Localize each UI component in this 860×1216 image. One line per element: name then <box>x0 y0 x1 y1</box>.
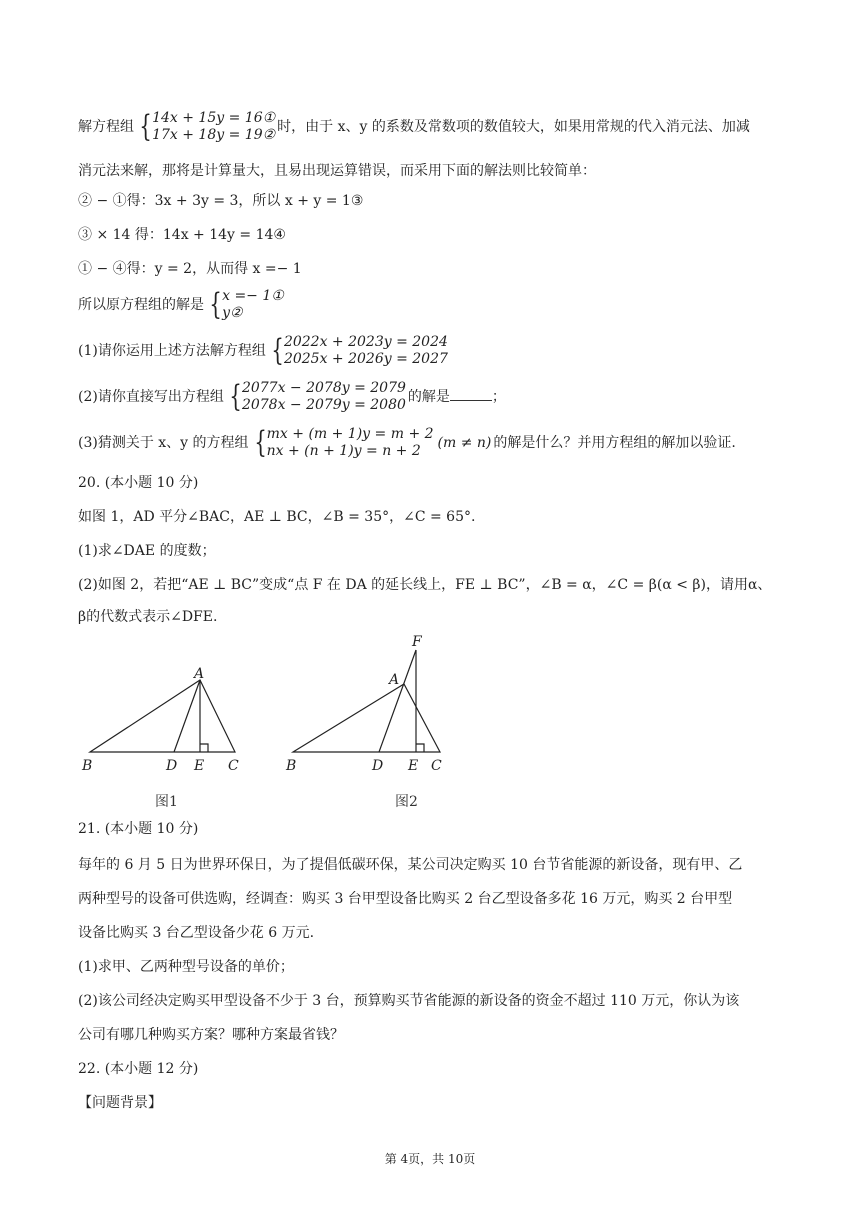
q2-suffix: 的解是 <box>407 389 450 405</box>
page-footer: 第 4页，共 10页 <box>384 1152 476 1166</box>
solution-system: { x =− 1① y② <box>209 287 284 322</box>
step-3: ① − ④得：y = 2，从而得 x =− 1 <box>78 261 302 277</box>
intro-system: { 14x + 15y = 16① 17x + 18y = 19② <box>139 109 276 144</box>
p21-line-2: 两种型号的设备可供选购，经调查：购买 3 台甲型设备比购买 2 台乙型设备多花 16 万元，购买 2 台甲型 <box>78 891 733 907</box>
p20-q2-a: (2)如图 2，若把“AE ⊥ BC”变成“点 F 在 DA 的延长线上，FE ⊥ BC”，∠B = α，∠C = β(α < β)，请用α、 <box>78 577 772 593</box>
q3-condition: (m ≠ n) <box>437 435 492 451</box>
q1-system: { 2022x + 2023y = 2024 2025x + 2026y = 2027 <box>271 333 448 368</box>
p21-q2-b: 公司有哪几种购买方案？哪种方案最省钱？ <box>78 1027 344 1043</box>
solution-row-2: y② <box>222 305 243 321</box>
fig2-label-e: E <box>408 758 419 774</box>
fig1-label-e: E <box>194 758 205 774</box>
intro-eq2: 17x + 18y = 19② <box>152 127 276 143</box>
q3-row-2: nx + (n + 1)y = n + 2 <box>266 443 421 459</box>
solution-prefix: 所以原方程组的解是 <box>78 297 204 313</box>
fig1-triangle <box>90 680 235 752</box>
fig1-right-angle-mark <box>200 744 208 752</box>
p22-header: 22. (本小题 12 分) <box>78 1061 199 1077</box>
p20-line-1: 如图 1，AD 平分∠BAC，AE ⊥ BC，∠B = 35°，∠C = 65°. <box>78 509 476 525</box>
intro-prefix: 解方程组 <box>78 119 134 135</box>
p20-q1: (1)求∠DAE 的度数； <box>78 543 216 559</box>
p21-line-1: 每年的 6 月 5 日为世界环保日，为了提倡低碳环保，某公司决定购买 10 台节省能源的新设备，现有甲、乙 <box>78 857 743 873</box>
p21-line-3: 设备比购买 3 台乙型设备少花 6 万元. <box>78 925 315 941</box>
fig2-label-f: F <box>412 634 422 650</box>
p21-q2-a: (2)该公司经决定购买甲型设备不少于 3 台，预算购买节省能源的新设备的资金不超过 110 万元，你认为该 <box>78 993 740 1009</box>
fig1-caption: 图1 <box>155 794 178 810</box>
p21-header: 21. (本小题 10 分) <box>78 821 199 837</box>
step-2: ③ × 14 得：14x + 14y = 14④ <box>78 227 286 243</box>
q1-row-2: 2025x + 2026y = 2027 <box>283 351 448 367</box>
q2-row-1: 2077x − 2078y = 2079 <box>241 380 406 396</box>
q3-suffix: 的解是什么？并用方程组的解加以验证. <box>493 435 736 451</box>
fig1-label-d: D <box>166 758 178 774</box>
q3-prefix: (3)猜测关于 x、y 的方程组 <box>78 435 249 451</box>
intro-suffix: 时，由于 x、y 的系数及常数项的数值较大，如果用常规的代入消元法、加减 <box>277 119 750 135</box>
q2-system: { 2077x − 2078y = 2079 2078x − 2079y = 2080 <box>229 379 406 414</box>
fig2-label-d: D <box>372 758 384 774</box>
p22-section-title: 【问题背景】 <box>78 1095 162 1111</box>
intro-eq1: 14x + 15y = 16① <box>152 110 276 126</box>
q2-prefix: (2)请你直接写出方程组 <box>78 389 224 405</box>
fig2-label-a: A <box>389 672 400 688</box>
intro-line-2: 消元法来解，那将是计算量大，且易出现运算错误，而采用下面的解法则比较简单： <box>78 163 596 179</box>
fig2-caption: 图2 <box>395 794 418 810</box>
step-1: ② − ①得：3x + 3y = 3，所以 x + y = 1③ <box>78 193 364 209</box>
q2-row-2: 2078x − 2079y = 2080 <box>241 397 406 413</box>
fig1-bisector-ad <box>174 680 200 752</box>
fig1-label-a: A <box>194 666 205 682</box>
q1-prefix: (1)请你运用上述方法解方程组 <box>78 343 266 359</box>
fig2-label-b: B <box>286 758 297 774</box>
fig1-label-b: B <box>82 758 93 774</box>
solution-row-1: x =− 1① <box>222 288 284 304</box>
q2-end: ； <box>491 389 506 405</box>
q3-row-1: mx + (m + 1)y = m + 2 <box>266 426 434 442</box>
fig2-label-c: C <box>431 758 442 774</box>
q1-row-1: 2022x + 2023y = 2024 <box>283 334 448 350</box>
p20-header: 20. (本小题 10 分) <box>78 475 199 491</box>
fig1-label-c: C <box>228 758 239 774</box>
p21-q1: (1)求甲、乙两种型号设备的单价； <box>78 959 294 975</box>
p20-q2-b: β的代数式表示∠DFE. <box>78 609 218 625</box>
q3-system: { mx + (m + 1)y = m + 2 nx + (n + 1)y = n + 2 <box>253 425 434 460</box>
